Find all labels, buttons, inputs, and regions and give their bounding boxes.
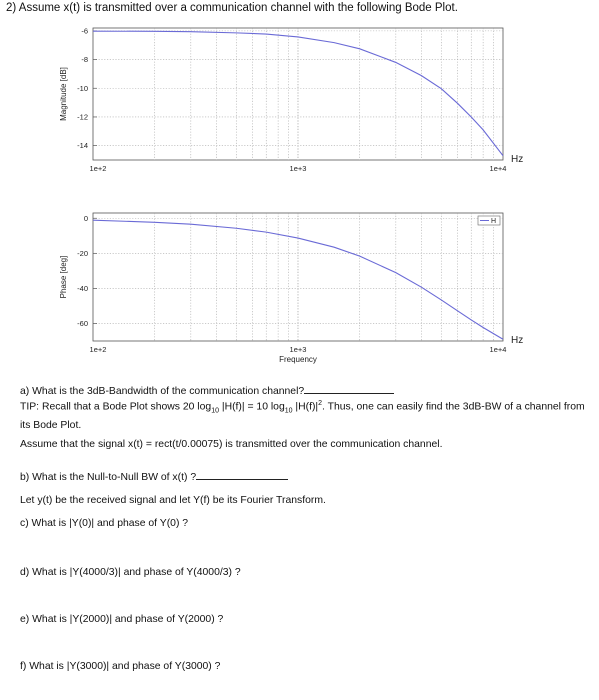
y-axis-label: Magnitude [dB] [59,67,68,121]
tip-sub-2: 10 [284,407,293,415]
question-f: f) What is |Y(3000)| and phase of Y(3000) ? [20,661,221,672]
y-tick-label: -40 [77,283,88,293]
phase-plot [0,196,599,378]
x-tick-label: 1e+2 [89,345,107,354]
x-tick-label: 1e+4 [489,345,507,354]
magnitude-plot [0,18,599,194]
x-unit-label: Hz [511,335,524,346]
y-tick-label: -20 [77,248,88,258]
y-axis-label: Phase [deg] [59,255,68,299]
tip-part-4: . Thus, one can easily find the 3dB-BW of a channel from its Bode Plot. [20,401,585,431]
let-text: Let y(t) be the received signal and let Y(f) be its Fourier Transform. [20,495,326,506]
x-tick-label: 1e+2 [89,164,107,173]
x-unit-label: Hz [511,154,524,165]
question-d: d) What is |Y(4000/3)| and phase of Y(4000/3) ? [20,567,241,578]
y-tick-label: -60 [77,318,88,328]
y-tick-label: -10 [77,83,88,93]
y-tick-label: -6 [81,26,88,36]
question-b [20,469,587,485]
x-tick-label: 1e+3 [289,164,307,173]
y-tick-label: 0 [83,213,88,223]
tip-sup: 2 [318,400,323,407]
tip-part-3: |H(f)| [292,401,319,413]
question-a-text: a) What is the 3dB-Bandwidth of the communication channel? [20,386,305,397]
y-tick-label: -14 [77,141,88,151]
assume-text: Assume that the signal x(t) = rect(t/0.00075) is transmitted over the communication channel. [20,439,443,450]
question-c: c) What is |Y(0)| and phase of Y(0) ? [20,518,189,529]
tip-part-1: TIP: Recall that a Bode Plot shows 20 log [20,401,212,413]
answer-blank-a[interactable] [304,383,394,394]
question-e: e) What is |Y(2000)| and phase of Y(2000) ? [20,614,224,625]
answer-blank-b[interactable] [196,469,288,480]
x-tick-label: 1e+3 [289,345,307,354]
tip-text [20,397,587,433]
x-axis-label: Frequency [279,355,317,364]
y-tick-label: -8 [81,55,88,65]
legend-label: H [491,218,497,226]
plot-frame [93,213,503,341]
question-b-text: b) What is the Null-to-Null BW of x(t) ? [20,472,197,483]
tip-part-2: |H(f)| = 10 log [218,401,285,413]
tip-sub-1: 10 [211,407,219,415]
legend [478,216,500,225]
x-tick-label: 1e+4 [489,164,507,173]
y-tick-label: -12 [77,112,88,122]
question-title: 2) Assume x(t) is transmitted over a communication channel with the following Bode Plot. [6,2,458,14]
